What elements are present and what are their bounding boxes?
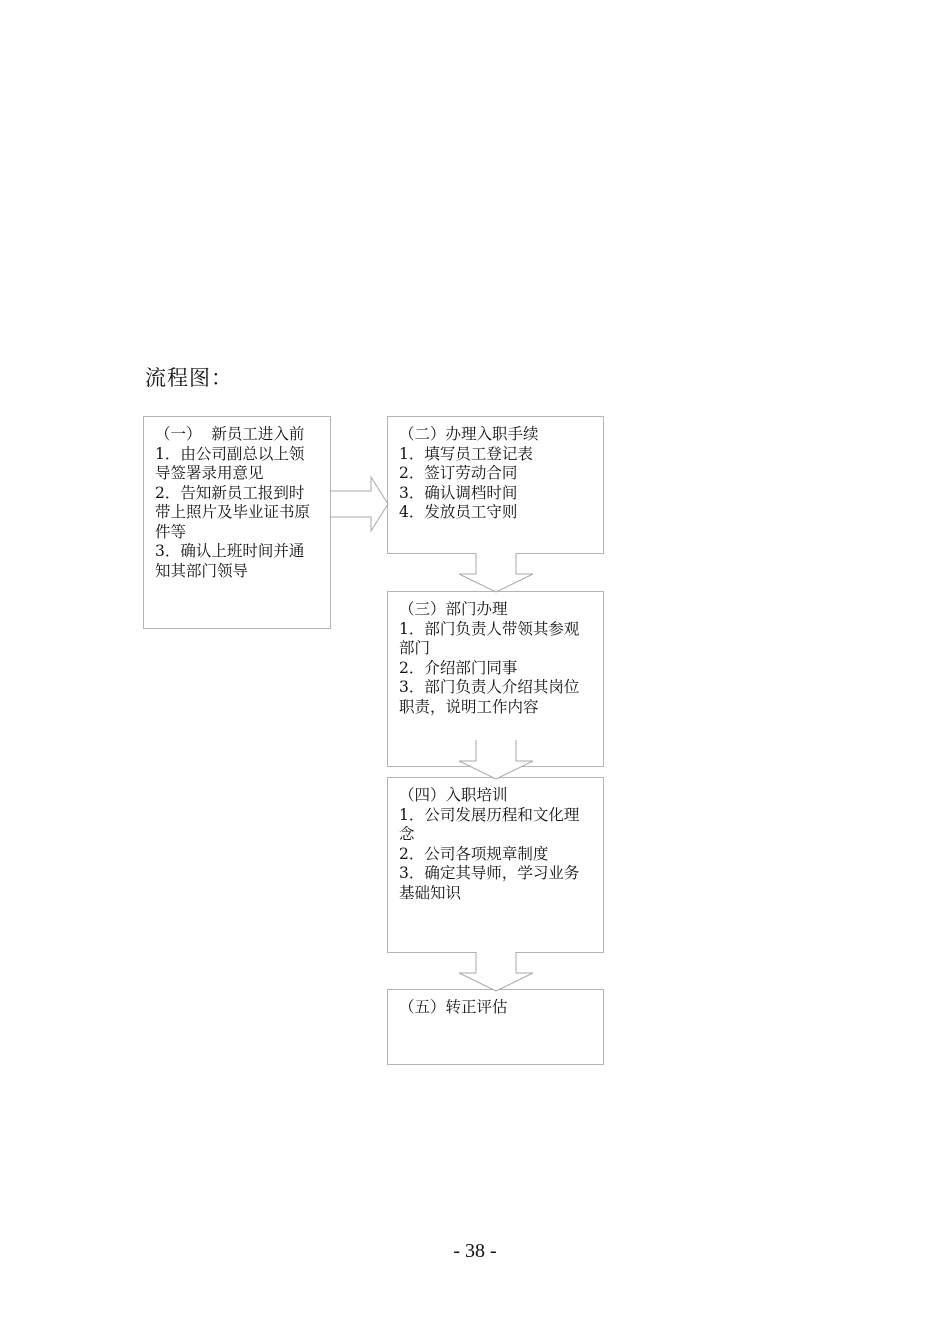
step-1-item-3: 3．确认上班时间并通知其部门领导	[155, 542, 305, 580]
step-2-title: （二）办理入职手续	[399, 425, 539, 443]
step-1-box	[143, 416, 331, 629]
step-4-item-1: 1．公司发展历程和文化理念	[399, 805, 580, 843]
page-number: - 38 -	[453, 1240, 497, 1262]
step-2-box	[387, 416, 604, 554]
step-2-item-1: 1．填写员工登记表	[399, 444, 533, 463]
arrow-down-icon	[458, 553, 534, 593]
arrow-down-icon	[458, 740, 534, 780]
arrow-right-icon	[330, 476, 390, 532]
step-4-item-3: 3．确定其导师，学习业务基础知识	[399, 864, 580, 902]
step-1-item-2: 2．告知新员工报到时带上照片及毕业证书原件等	[155, 483, 311, 541]
step-1-title: （一） 新员工进入前	[155, 425, 305, 443]
step-5-title: （五）转正评估	[399, 998, 508, 1016]
step-2-item-4: 4．发放员工守则	[399, 503, 518, 521]
step-4-item-2: 2．公司各项规章制度	[399, 844, 549, 863]
step-2-item-3: 3．确认调档时间	[399, 483, 518, 502]
flowchart-heading: 流程图：	[145, 366, 233, 390]
step-3-item-1: 1．部门负责人带领其参观部门	[399, 619, 580, 657]
arrow-down-icon	[458, 952, 534, 992]
step-4-title: （四）入职培训	[399, 786, 508, 804]
step-4-box	[387, 777, 604, 953]
step-1-item-1: 1．由公司副总以上领导签署录用意见	[155, 444, 305, 482]
step-3-title: （三）部门办理	[399, 600, 508, 618]
step-2-item-2: 2．签订劳动合同	[399, 464, 518, 482]
step-5-box	[387, 989, 604, 1065]
step-3-item-2: 2．介绍部门同事	[399, 658, 518, 677]
step-3-item-3: 3．部门负责人介绍其岗位职责，说明工作内容	[399, 678, 580, 716]
